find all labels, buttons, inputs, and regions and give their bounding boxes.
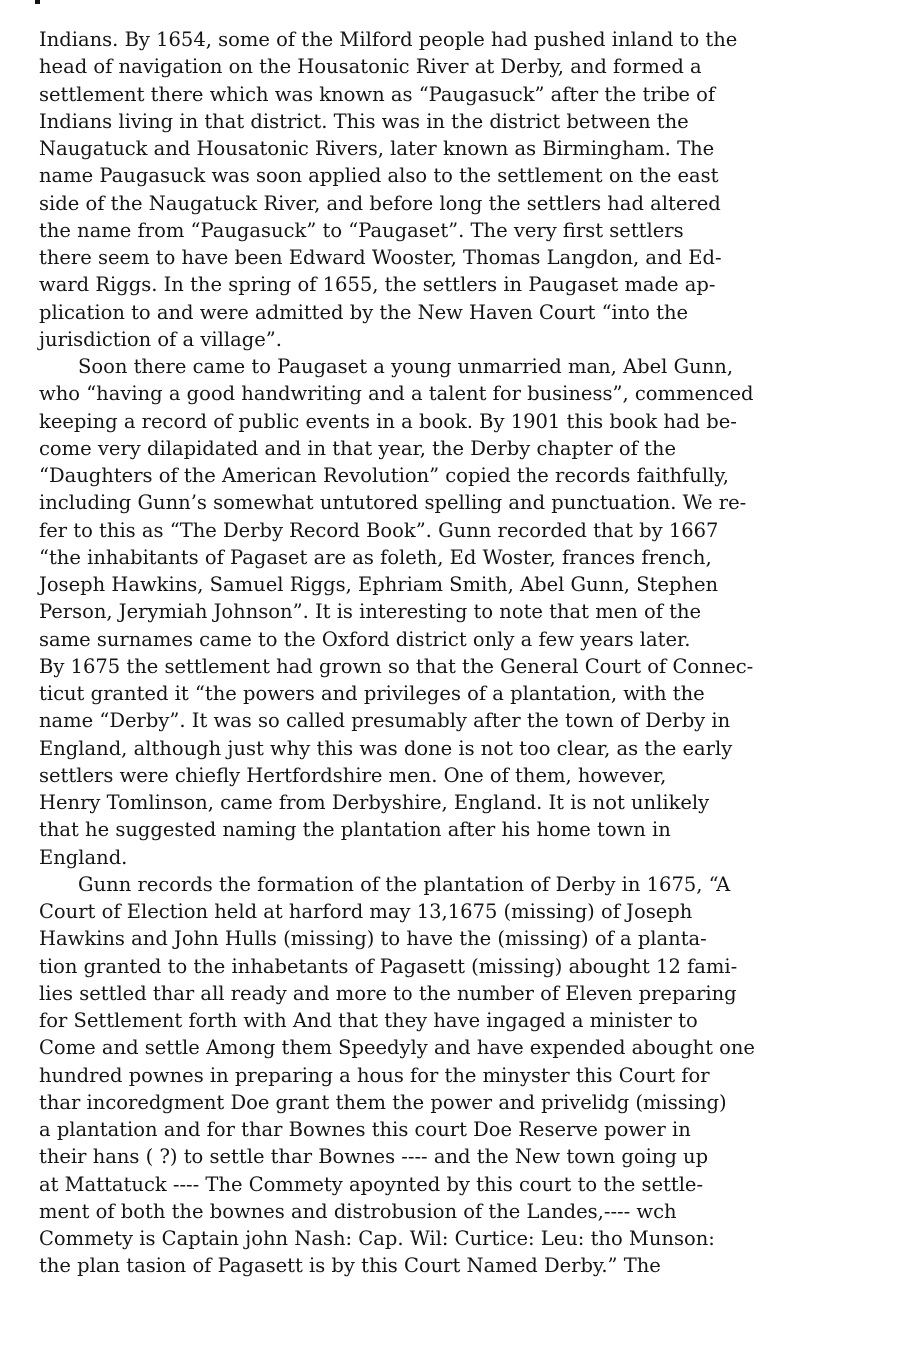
text-line: England. <box>39 845 128 869</box>
text-line: Henry Tomlinson, came from Derbyshire, England. It is not unlikely <box>39 791 710 814</box>
text-line: for Settlement forth with And that they have ingaged a minister to <box>39 1009 698 1032</box>
text-line: Indians living in that district. This was in the district between the <box>39 109 689 133</box>
document-body <box>39 26 869 1280</box>
text-line: thar incoredgment Doe grant them the power and privelidg (missing) <box>39 1090 727 1114</box>
text-line: fer to this as “The Derby Record Book”. Gunn recorded that by 1667 <box>39 518 719 542</box>
text-line: same surnames came to the Oxford district only a few years later. <box>39 627 691 651</box>
text-line: the name from “Paugasuck” to “Paugaset”. The very first settlers <box>39 218 684 242</box>
text-line: who “having a good handwriting and a talent for business”, commenced <box>39 382 754 406</box>
text-line: plication to and were admitted by the New Haven Court “into the <box>39 300 689 324</box>
text-line: “the inhabitants of Pagaset are as foleth, Ed Woster, frances french, <box>39 545 712 569</box>
text-line: settlers were chiefly Hertfordshire men. One of them, however, <box>39 763 667 787</box>
text-line: there seem to have been Edward Wooster, Thomas Langdon, and Ed- <box>39 246 722 269</box>
text-line: Joseph Hawkins, Samuel Riggs, Ephriam Smith, Abel Gunn, Stephen <box>39 573 719 596</box>
text-line: the plan tasion of Pagasett is by this Court Named Derby.” The <box>39 1254 661 1278</box>
text-line: Hawkins and John Hulls (missing) to have the (missing) of a planta- <box>39 927 707 951</box>
text-line: name Paugasuck was soon applied also to the settlement on the east <box>39 164 719 188</box>
text-line: settlement there which was known as “Paugasuck” after the tribe of <box>39 82 716 106</box>
text-line: ticut granted it “the powers and privileges of a plantation, with the <box>39 682 705 705</box>
text-line: Come and settle Among them Speedyly and have expended abought one <box>39 1036 755 1060</box>
text-line: head of navigation on the Housatonic River at Derby, and formed a <box>39 55 702 79</box>
text-line: Naugatuck and Housatonic Rivers, later known as Birmingham. The <box>39 137 715 160</box>
text-line: Indians. By 1654, some of the Milford people had pushed inland to the <box>39 28 738 51</box>
text-line: Gunn records the formation of the plantation of Derby in 1675, “A <box>78 872 731 896</box>
text-line: side of the Naugatuck River, and before long the settlers had altered <box>39 191 721 215</box>
text-line: Person, Jerymiah Johnson”. It is interesting to note that men of the <box>39 600 702 624</box>
text-line: ward Riggs. In the spring of 1655, the settlers in Paugaset made ap- <box>39 273 716 297</box>
text-line: name “Derby”. It was so called presumably after the town of Derby in <box>39 709 731 733</box>
text-line: their hans ( ?) to settle thar Bownes ---- and the New town going up <box>39 1145 709 1169</box>
text-line: tion granted to the inhabetants of Pagasett (missing) abought 12 fami- <box>39 954 738 978</box>
text-line: a plantation and for thar Bownes this court Doe Reserve power in <box>39 1118 691 1141</box>
text-line: come very dilapidated and in that year, the Derby chapter of the <box>39 436 677 460</box>
text-line: Court of Election held at harford may 13,1675 (missing) of Joseph <box>39 900 693 923</box>
text-line: Commety is Captain john Nash: Cap. Wil: Curtice: Leu: tho Munson: <box>39 1227 715 1250</box>
page-corner-mark <box>35 0 40 4</box>
text-line: including Gunn’s somewhat untutored spelling and punctuation. We re- <box>39 491 747 515</box>
text-line: lies settled thar all ready and more to the number of Eleven preparing <box>39 981 737 1005</box>
text-line: ment of both the bownes and distrobusion of the Landes,---- wch <box>39 1199 677 1223</box>
text-line: By 1675 the settlement had grown so that the General Court of Connec- <box>39 654 754 678</box>
text-line: Soon there came to Paugaset a young unmarried man, Abel Gunn, <box>78 355 734 378</box>
text-line: keeping a record of public events in a book. By 1901 this book had be- <box>39 409 737 433</box>
text-line: hundred pownes in preparing a hous for the minyster this Court for <box>39 1063 710 1087</box>
text-line: jurisdiction of a village”. <box>39 327 282 351</box>
text-line: at Mattatuck ---- The Commety apoynted by this court to the settle- <box>39 1172 704 1196</box>
text-line: “Daughters of the American Revolution” copied the records faithfully, <box>39 464 729 487</box>
text-line: that he suggested naming the plantation after his home town in <box>39 818 671 842</box>
text-line: England, although just why this was done is not too clear, as the early <box>39 736 733 760</box>
